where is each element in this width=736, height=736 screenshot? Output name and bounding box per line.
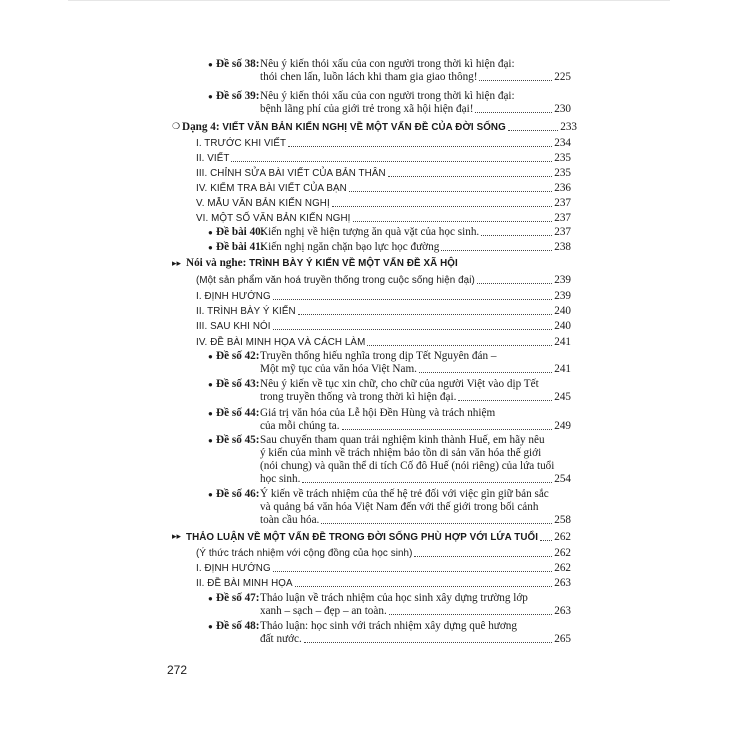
toc-subentry[interactable] — [196, 305, 571, 318]
page-ref: 258 — [554, 514, 571, 526]
dot-leader — [481, 235, 552, 236]
entry-text: (nói chung) và quần thể di tích Cố đô Huế (nói riêng) của lứa tuổi — [260, 460, 555, 472]
dot-leader — [298, 314, 553, 315]
section-title: VIẾT VĂN BẢN KIẾN NGHỊ VỀ MỘT VẤN ĐỀ CỦA ĐỜI SỐNG — [222, 122, 506, 133]
toc-entry-line[interactable] — [260, 633, 571, 646]
dot-leader — [273, 571, 553, 572]
entry-label: Đề số 47: — [216, 592, 260, 604]
bullet-icon: ● — [208, 352, 213, 361]
toc-subentry[interactable] — [196, 320, 571, 333]
toc-subentry[interactable] — [196, 290, 571, 303]
bullet-icon: ● — [208, 622, 213, 631]
bullet-icon: ● — [208, 409, 213, 418]
entry-text: Giá trị văn hóa của Lễ hội Đền Hùng và trách nhiệm — [260, 407, 496, 419]
page-ref: 245 — [554, 391, 571, 403]
toc-entry-title — [208, 592, 260, 605]
bullet-icon: ● — [208, 243, 213, 252]
toc-entry-line[interactable] — [260, 488, 549, 501]
toc-subentry[interactable] — [196, 212, 571, 225]
entry-text: bệnh lãng phí của giới trẻ trong xã hội hiện đại! — [260, 103, 474, 115]
bullet-icon: ● — [208, 490, 213, 499]
toc-subentry[interactable] — [196, 152, 571, 165]
entry-label: Đề số 44: — [216, 407, 260, 419]
entry-text: ý kiến của mình về trách nhiệm bảo tồn di sản văn hóa thế giới — [260, 447, 542, 459]
dot-leader — [332, 206, 552, 207]
toc-entry-title — [208, 226, 264, 239]
subentry-text: III. CHỈNH SỬA BÀI VIẾT CỦA BẢN THÂN — [196, 168, 386, 179]
toc-entry-line[interactable] — [260, 420, 571, 433]
dot-leader — [414, 556, 552, 557]
dot-leader — [273, 299, 553, 300]
page-ref: 263 — [554, 577, 571, 589]
page-ref: 262 — [554, 531, 571, 543]
page-ref: 233 — [560, 121, 577, 133]
dot-leader — [508, 130, 558, 131]
double-arrow-icon: ▸▸ — [172, 532, 182, 542]
entry-text: thói chen lấn, luồn lách khi tham gia giao thông! — [260, 71, 478, 83]
subentry-text: IV. KIỂM TRA BÀI VIẾT CỦA BẠN — [196, 183, 347, 194]
page-ref: 262 — [554, 562, 571, 574]
toc-subentry[interactable] — [196, 137, 571, 150]
subentry-text: (Một sản phẩm văn hoá truyền thống trong cuộc sống hiện đại) — [196, 275, 475, 286]
toc-entry-line[interactable] — [260, 592, 528, 605]
page-ref: 235 — [554, 167, 571, 179]
entry-text: trong truyền thống và trong thời kì hiện đại. — [260, 391, 457, 403]
entry-label: Đề bài 41: — [216, 241, 265, 253]
section-title: TRÌNH BÀY Ý KIẾN VỀ MỘT VẤN ĐỀ XÃ HỘI — [249, 258, 458, 269]
entry-label: Đề số 45: — [216, 434, 260, 446]
bullet-icon: ● — [208, 594, 213, 603]
entry-label: Đề số 46: — [216, 488, 260, 500]
subentry-text: (Ý thức trách nhiệm với cộng đồng của học sinh) — [196, 548, 413, 559]
section-label: Nói và nghe: — [186, 257, 247, 269]
subentry-text: II. VIẾT — [196, 153, 230, 164]
toc-entry-title — [208, 378, 260, 391]
dot-leader — [231, 161, 552, 162]
page-ref: 239 — [554, 290, 571, 302]
toc-entry-title — [208, 58, 260, 71]
page-ref: 249 — [554, 420, 571, 432]
bullet-icon: ● — [208, 92, 213, 101]
toc-entry-line[interactable] — [260, 501, 538, 514]
toc-entry-line[interactable] — [260, 90, 515, 103]
toc-subentry[interactable] — [196, 547, 571, 560]
bullet-icon: ● — [208, 436, 213, 445]
entry-text: Ý kiến về trách nhiệm của thế hệ trẻ đối với việc gìn giữ bản sắc — [260, 488, 549, 500]
section-title: THẢO LUẬN VỀ MỘT VẤN ĐỀ TRONG ĐỜI SỐNG PHÙ HỢP VỚI LỨA TUỔI — [186, 532, 539, 543]
dot-leader — [302, 482, 552, 483]
bullet-icon: ● — [208, 228, 213, 237]
page-ref: 240 — [554, 320, 571, 332]
circle-icon: ❍ — [172, 122, 181, 132]
entry-label: Đề bài 40: — [216, 226, 265, 238]
entry-text: toàn cầu hóa. — [260, 514, 320, 526]
entry-text: và quảng bá văn hóa Việt Nam đến với thế giới trong bối cảnh — [260, 501, 539, 513]
dot-leader — [477, 283, 552, 284]
toc-subentry[interactable] — [196, 197, 571, 210]
subentry-text: IV. ĐỀ BÀI MINH HỌA VÀ CÁCH LÀM — [196, 337, 366, 348]
toc-entry-line[interactable] — [260, 391, 571, 404]
subentry-text: I. ĐỊNH HƯỚNG — [196, 291, 271, 302]
entry-text: Nêu ý kiến thói xấu của con người trong thời kì hiện đại: — [260, 58, 515, 70]
toc-subentry[interactable] — [196, 274, 571, 287]
subentry-text: V. MẪU VĂN BẢN KIẾN NGHỊ — [196, 198, 330, 209]
page-ref: 225 — [554, 71, 571, 83]
section-heading[interactable] — [172, 531, 571, 544]
page-ref: 254 — [554, 473, 571, 485]
toc-subentry[interactable] — [196, 577, 571, 590]
page-ref: 240 — [554, 305, 571, 317]
dot-leader — [458, 400, 552, 401]
entry-text: Kiến nghị về hiện tượng ăn quà vặt của học sinh. — [260, 226, 480, 238]
entry-text: Sau chuyến tham quan trải nghiệm kinh thành Huế, em hãy nêu — [260, 434, 545, 446]
dot-leader — [342, 429, 553, 430]
toc-entry-line[interactable] — [260, 460, 554, 473]
dot-leader — [321, 523, 552, 524]
toc-entry-title — [208, 350, 260, 363]
entry-text: học sinh. — [260, 473, 301, 485]
toc-entry-title — [208, 434, 260, 447]
page-ref: 263 — [554, 605, 571, 617]
section-label: Dạng 4: — [182, 121, 220, 133]
subentry-text: I. TRƯỚC KHI VIẾT — [196, 138, 287, 149]
entry-label: Đề số 38: — [216, 58, 260, 70]
section-heading[interactable] — [172, 257, 458, 271]
dot-leader — [475, 112, 552, 113]
dot-leader — [419, 372, 552, 373]
entry-text: Thảo luận: học sinh với trách nhiệm xây dựng quê hương — [260, 620, 517, 632]
toc-subentry[interactable] — [196, 182, 571, 195]
page-ref: 234 — [554, 137, 571, 149]
entry-text: của mỗi chúng ta. — [260, 420, 340, 432]
page-ref: 230 — [554, 103, 571, 115]
entry-text: Nêu ý kiến thói xấu của con người trong thời kì hiện đại: — [260, 90, 515, 102]
page-ref: 237 — [554, 226, 571, 238]
subentry-text: I. ĐỊNH HƯỚNG — [196, 563, 271, 574]
dot-leader — [273, 329, 553, 330]
toc-entry-line[interactable] — [260, 620, 517, 633]
subentry-text: III. SAU KHI NÓI — [196, 321, 271, 332]
entry-label: Đề số 39: — [216, 90, 260, 102]
subentry-text: II. TRÌNH BÀY Ý KIẾN — [196, 306, 296, 317]
toc-entry-line[interactable] — [260, 447, 541, 460]
section-heading[interactable] — [172, 121, 577, 134]
dot-leader — [304, 642, 552, 643]
toc-entry-line[interactable] — [260, 363, 571, 376]
toc-subentry[interactable] — [196, 562, 571, 575]
toc-entry-line[interactable] — [260, 103, 571, 116]
toc-entry-line[interactable] — [260, 407, 495, 420]
toc-entry-title — [208, 241, 264, 254]
toc-subentry[interactable] — [196, 336, 571, 349]
toc-entry-line[interactable] — [260, 434, 545, 447]
page-number: 272 — [167, 663, 188, 677]
entry-label: Đề số 43: — [216, 378, 260, 390]
double-arrow-icon: ▸▸ — [172, 259, 182, 269]
toc-entry-line[interactable] — [260, 241, 571, 254]
dot-leader — [479, 80, 552, 81]
entry-text: Truyền thống hiếu nghĩa trong dịp Tết Nguyên đán – — [260, 350, 497, 362]
toc-entry-line[interactable] — [260, 378, 539, 391]
toc-entry-title — [208, 90, 260, 103]
dot-leader — [353, 221, 553, 222]
toc-entry-line[interactable] — [260, 605, 571, 618]
dot-leader — [388, 176, 553, 177]
toc-subentry[interactable] — [196, 167, 571, 180]
bullet-icon: ● — [208, 380, 213, 389]
page-ref: 239 — [554, 274, 571, 286]
page-ref: 237 — [554, 212, 571, 224]
page-ref: 238 — [554, 241, 571, 253]
entry-label: Đề số 48: — [216, 620, 260, 632]
subentry-text: II. ĐỀ BÀI MINH HỌA — [196, 578, 293, 589]
dot-leader — [389, 614, 552, 615]
page-ref: 235 — [554, 152, 571, 164]
toc-entry-title — [208, 620, 260, 633]
toc-entry-line[interactable] — [260, 58, 515, 71]
toc-entry-line[interactable] — [260, 71, 571, 84]
toc-entry-line[interactable] — [260, 350, 496, 363]
subentry-text: VI. MỘT SỐ VĂN BẢN KIẾN NGHỊ — [196, 213, 351, 224]
toc-entry-title — [208, 407, 260, 420]
page-ref: 241 — [554, 336, 571, 348]
page-ref: 236 — [554, 182, 571, 194]
dot-leader — [288, 146, 552, 147]
entry-label: Đề số 42: — [216, 350, 260, 362]
page-ref: 265 — [554, 633, 571, 645]
entry-text: Một mỹ tục của văn hóa Việt Nam. — [260, 363, 417, 375]
page-ref: 241 — [554, 363, 571, 375]
dot-leader — [349, 191, 552, 192]
dot-leader — [441, 250, 552, 251]
entry-text: đất nước. — [260, 633, 302, 645]
toc-entry-line[interactable] — [260, 473, 571, 486]
dot-leader — [295, 586, 553, 587]
toc-entry-title — [208, 488, 260, 501]
toc-entry-line[interactable] — [260, 514, 571, 527]
page-ref: 237 — [554, 197, 571, 209]
bullet-icon: ● — [208, 60, 213, 69]
entry-text: Kiến nghị ngăn chặn bạo lực học đường — [260, 241, 440, 253]
page-ref: 262 — [554, 547, 571, 559]
entry-text: xanh – sạch – đẹp – an toàn. — [260, 605, 387, 617]
dot-leader — [540, 540, 552, 541]
dot-leader — [367, 345, 552, 346]
toc-entry-line[interactable] — [260, 226, 571, 239]
entry-text: Thảo luận về trách nhiệm của học sinh xây dựng trường lớp — [260, 592, 528, 604]
entry-text: Nêu ý kiến về tục xin chữ, cho chữ của người Việt vào dịp Tết — [260, 378, 539, 390]
